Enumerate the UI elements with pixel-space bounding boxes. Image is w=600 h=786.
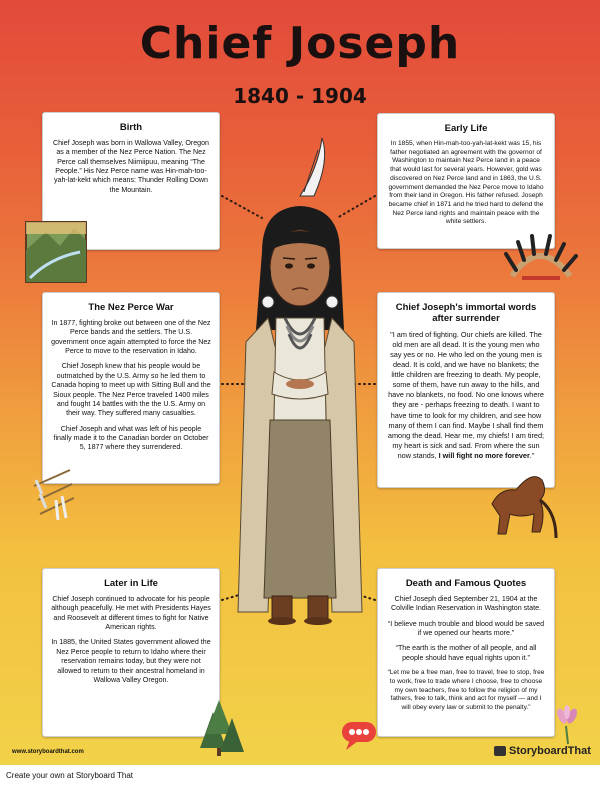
later-life-paragraph-1: Chief Joseph continued to advocate for his people although peacefully. He met with Presidents Hayes and Roosevelt at different times to fight for Native American rights. <box>51 595 211 632</box>
speech-bubble-icon <box>342 722 376 750</box>
trees-icon <box>200 700 244 756</box>
birth-heading: Birth <box>119 122 143 133</box>
page-title: Chief Joseph <box>139 18 461 69</box>
words-heading: Chief Joseph's immortal words after surrender <box>395 302 537 324</box>
birth-text: Chief Joseph was born in Wallowa Valley, Oregon as a member of the Nez Perce Nation. The Nez Perce call themselves Niimiipuu, meaning “The People.” His Nez Perce name was Hin-mah-too-yah-lat-kekt which means: Thunder Rolling Down the Mountain. <box>52 139 209 194</box>
quote-3: “Let me be a free man, free to travel, free to stop, free to work, free to trade where I choose, free to choose my own teachers, free to follow the religion of my fathers, free to talk, think and act for myself — and I will obey every law or submit to the penalty.” <box>387 669 545 711</box>
storyboard-logo-icon <box>494 746 506 756</box>
war-paragraph-2: Chief Joseph knew that his people would be outmatched by the U.S. Army so he led them to Canada hoping to meet up with Sitting Bull and the Sioux people. The Nez Perce traveled 1400 miles and fought 14 battles with the the U.S. Army on their way. They suffered many casualties. <box>51 362 211 418</box>
later-life-heading: Later in Life <box>104 578 158 589</box>
death-heading: Death and Famous Quotes <box>405 578 527 589</box>
war-paragraph-1: In 1877, fighting broke out between one of the Nez Perce bands and the settlers. The U.S. government once again attempted to force the Nez Perce to move to the reservation in Idaho. <box>51 319 211 356</box>
words-quote-body: "I am tired of fighting. Our chiefs are killed. The old men are all dead. It is the young men who say yes or no. He who led on the young men is dead. It is cold, and we have no blankets; the little children are freezing to death. My people, some of them, have run away to the hills, and have no blankets, no food. No one knows where they are - perhaps freezing to death. I want to have time to look for my children, and see how many of them I can find. Maybe I shall find them among the dead. Hear me, my chiefs! I am tired; my heart is sick and sad. From where the sun now stands, <box>387 330 545 460</box>
words-quote-bold: I will fight no more forever <box>438 450 530 460</box>
early-life-text: In 1855, when Hin-mah-too-yah-lat-kekt was 15, his father negotiated an agreement with the governor of Washington to maintain Nez Perce land in a peace that would last for several years. However, gold was discovered on Nez Perce land and in 1863, the U.S. government demanded the Nez Perce move to Idaho from their land in Oregon. His father refused. Joseph became chief in 1871 and he tried hard to defend the Nez Perce land rights and maintain peace with the white settlers. <box>388 140 544 226</box>
quote-2: “The earth is the mother of all people, and all people should have equal rights upon it.” <box>395 644 537 662</box>
later-life-paragraph-2: In 1885, the United States government allowed the Nez Perce people to return to Idaho where their reservation remains today, but they were not allowed to return to their ancestral homeland in Wallowa Valley Oregon. <box>51 638 211 684</box>
landscape-icon <box>26 222 86 282</box>
lifespan-dates: 1840 - 1904 <box>233 84 367 108</box>
arrows-icon <box>34 470 74 520</box>
war-paragraph-3: Chief Joseph and what was left of his people finally made it to the Canadian border on October 5, 1877 where they surrendered. <box>53 424 209 452</box>
brand-name: StoryboardThat <box>509 745 591 757</box>
headdress-icon <box>506 236 576 278</box>
flower-icon <box>555 705 579 744</box>
footer-caption[interactable]: Create your own at Storyboard That <box>6 771 134 780</box>
early-life-heading: Early Life <box>444 123 488 134</box>
storyboardthat-logo[interactable] <box>494 745 591 757</box>
war-heading: The Nez Perce War <box>88 302 174 313</box>
words-quote-end: ." <box>529 450 535 460</box>
death-text: Chief Joseph died September 21, 1904 at the Colville Indian Reservation in Washington state. <box>391 595 541 613</box>
quote-1: “I believe much trouble and blood would be saved if we opened our hearts more.” <box>387 619 545 638</box>
website-url[interactable]: www.storyboardthat.com <box>12 749 84 755</box>
horse-icon <box>492 477 556 538</box>
